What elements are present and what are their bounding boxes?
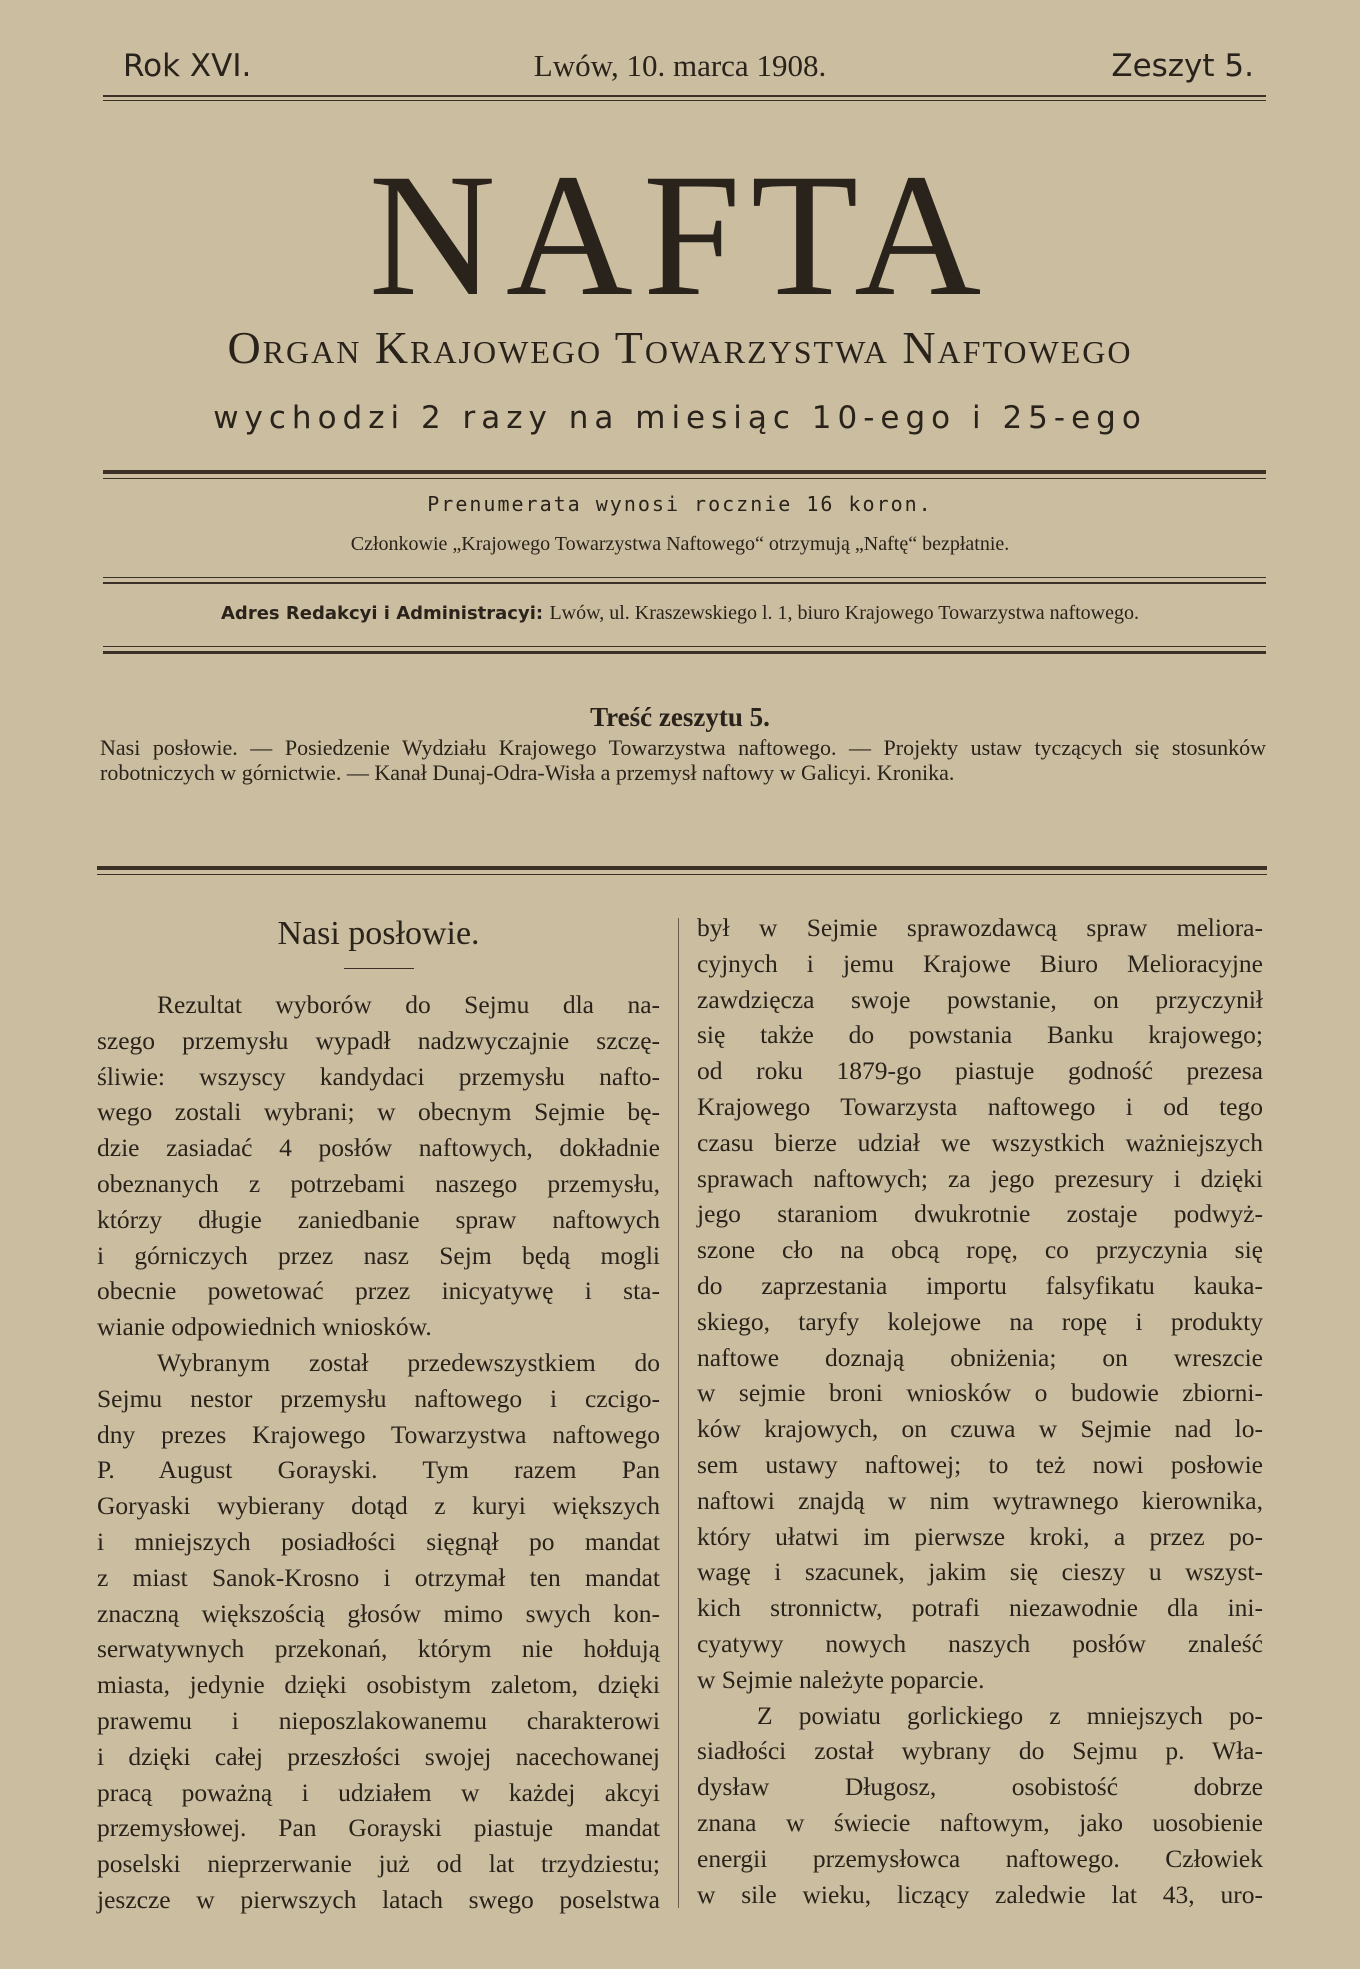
article-line: od roku 1879-go piastuje godność prezesa [697, 1056, 1263, 1086]
subscription-rule [103, 577, 1266, 578]
article-line: ków krajowych, on czuwa w Sejmie nad lo- [697, 1414, 1263, 1444]
article-line: P. August Gorayski. Tym razem Pan [97, 1455, 660, 1485]
address-label: Adres Redakcyi i Administracyi: [221, 603, 544, 624]
article-line: obeznanych z potrzebami naszego przemysłu, [97, 1168, 660, 1198]
article-line: Sejmu nestor przemysłu naftowego i czcigo- [97, 1383, 660, 1413]
place-date: Lwów, 10. marca 1908. [533, 48, 827, 83]
article-text-left [97, 987, 660, 1918]
article-line: do zaprzestania importu falsyfikatu kauka- [697, 1270, 1263, 1300]
article-line: poselski nieprzerwanie już od lat trzydziestu; [97, 1849, 660, 1879]
article-line: Goryaski wybierany dotąd z kuryi większych [97, 1491, 660, 1521]
address-rule-2 [103, 651, 1266, 654]
article-line: wagę i szacunek, jakim się cieszy u wszyst- [697, 1557, 1263, 1587]
article-line: pracą poważną i udziałem w każdej akcyi [97, 1777, 660, 1807]
article-line: dysław Długosz, osobistość dobrze [697, 1772, 1263, 1802]
article-line: jeszcze w pierwszych latach swego poselstwa [97, 1884, 660, 1914]
toc-title: Treść zeszytu 5. [590, 702, 770, 732]
article-line: znaczną większością głosów mimo swych kon- [97, 1598, 660, 1628]
article-line: sem ustawy naftowej; to też nowi posłowie [697, 1449, 1263, 1479]
article-line: dzie zasiadać 4 posłów naftowych, dokładnie [97, 1133, 660, 1163]
article-line: i dzięki całej przeszłości swojej nacechowanej [97, 1741, 660, 1771]
toc-rule [97, 866, 1267, 870]
article-line: w sile wieku, liczący zaledwie lat 43, uro- [697, 1879, 1263, 1909]
article-line: i mniejszych posiadłości sięgnął po mandat [97, 1526, 660, 1556]
article-line: był w Sejmie sprawozdawcą spraw meliora- [697, 913, 1263, 942]
masthead-rule-thin [103, 478, 1266, 479]
article-column-right [697, 910, 1263, 1912]
article-line: w Sejmie należyte poparcie. [697, 1664, 985, 1694]
subscription-price: Prenumerata wynosi rocznie 16 koron. [427, 492, 933, 516]
article-line: Wybranym został przedewszystkiem do [157, 1347, 660, 1377]
article-line: Z powiatu gorlickiego z mniejszych po- [757, 1700, 1263, 1730]
article-line: czasu bierze udział we wszystkich ważniejszych [697, 1127, 1263, 1157]
article-line: w sejmie broni wniosków o budowie zbiorni- [697, 1378, 1263, 1408]
article-line: naftowe doznają obniżenia; on wreszcie [697, 1342, 1263, 1372]
title-divider [344, 968, 414, 969]
article-line: jego staraniom dwukrotnie zostaje podwyż- [697, 1199, 1263, 1229]
volume-year: Rok XVI. [123, 48, 252, 84]
masthead-subtitle: Organ Krajowego Towarzystwa Naftowego [227, 322, 1133, 373]
article-line: znana w świecie naftowym, jako uosobienie [697, 1807, 1263, 1837]
article-line: sprawach naftowych; za jego prezesury i dzięki [697, 1163, 1263, 1193]
article-line: cyatywy nowych naszych posłów znaleść [697, 1628, 1263, 1658]
article-line: obecnie powetować przez inicyatywę i sta- [97, 1276, 660, 1306]
article-line: Krajowego Towarzysta naftowego i od tego [697, 1091, 1263, 1121]
article-line: śliwie: wszyscy kandydaci przemysłu nafto- [97, 1061, 660, 1091]
address-value: Lwów, ul. Kraszewskiego l. 1, biuro Krajowego Towarzystwa naftowego. [549, 602, 1139, 624]
article-line: serwatywnych przekonań, którym nie hołdują [97, 1634, 660, 1664]
article-line: zawdzięcza swoje powstanie, on przyczynił [697, 984, 1263, 1014]
column-divider [678, 918, 679, 1908]
publication-frequency: wychodzi 2 razy na miesiąc 10-ego i 25-ego [213, 400, 1147, 436]
article-line: siadłości został wybrany do Sejmu p. Wła- [697, 1736, 1263, 1766]
article-title: Nasi posłowie. [277, 915, 480, 952]
article-line: i górniczych przez nasz Sejm będą mogli [97, 1240, 660, 1270]
article-line: przemysłowej. Pan Gorayski piastuje mandat [97, 1813, 660, 1843]
article-line: szego przemysłu wypadł nadzwyczajnie szczę- [97, 1025, 660, 1055]
article-line: który ułatwi im pierwsze kroki, a przez po- [697, 1521, 1263, 1551]
article-text-right [697, 910, 1263, 1912]
article-line: wego zostali wybrani; w obecnym Sejmie bę- [97, 1097, 660, 1127]
article-line: dny prezes Krajowego Towarzystwa naftowego [97, 1419, 660, 1449]
issue-number: Zeszyt 5. [1111, 48, 1254, 84]
toc-rule-thin [97, 874, 1267, 875]
header-rule-thin [103, 100, 1266, 101]
article-line: się także do powstania Banku krajowego; [697, 1020, 1263, 1050]
editorial-address [0, 600, 1360, 625]
article-column-left [97, 910, 660, 1918]
article-line: cyjnych i jemu Krajowe Biuro Melioracyjne [697, 948, 1263, 978]
header-rule [103, 95, 1266, 97]
subscription-rule-2 [103, 582, 1266, 584]
masthead-title: NAFTA [368, 138, 992, 333]
members-note: Członkowie „Krajowego Towarzystwa Naftowego“ otrzymują „Naftę“ bezpłatnie. [350, 533, 1010, 555]
article-line: szone cło na obcą ropę, co przyczynia się [697, 1235, 1263, 1265]
article-line: wianie odpowiednich wniosków. [97, 1312, 432, 1342]
article-line: miasta, jedynie dzięki osobistym zaletom, dzięki [97, 1670, 660, 1700]
address-rule [103, 646, 1266, 647]
article-line: prawemu i nieposzlakowanemu charakterowi [97, 1705, 660, 1735]
article-line: skiego, taryfy kolejowe na ropę i produkty [697, 1306, 1263, 1336]
article-line: naftowi znajdą w nim wytrawnego kierownika, [697, 1485, 1263, 1515]
article-line: kich stronnictw, potrafi niezawodnie dla ini- [697, 1593, 1263, 1623]
article-line: którzy długie zaniedbanie spraw naftowych [97, 1204, 660, 1234]
article-line: energii przemysłowca naftowego. Człowiek [697, 1843, 1263, 1873]
article-line: Rezultat wyborów do Sejmu dla na- [157, 990, 660, 1019]
masthead-rule [103, 470, 1266, 474]
toc-body: Nasi posłowie. — Posiedzenie Wydziału Krajowego Towarzystwa naftowego. — Projekty ustaw tyczących się stosunków robotniczych w górnictwie. — Kanał Dunaj-Odra-Wisła a przemysł naftowy w Galicyi. Kronika. [100, 735, 1266, 785]
article-line: z miast Sanok-Krosno i otrzymał ten mandat [97, 1562, 660, 1592]
